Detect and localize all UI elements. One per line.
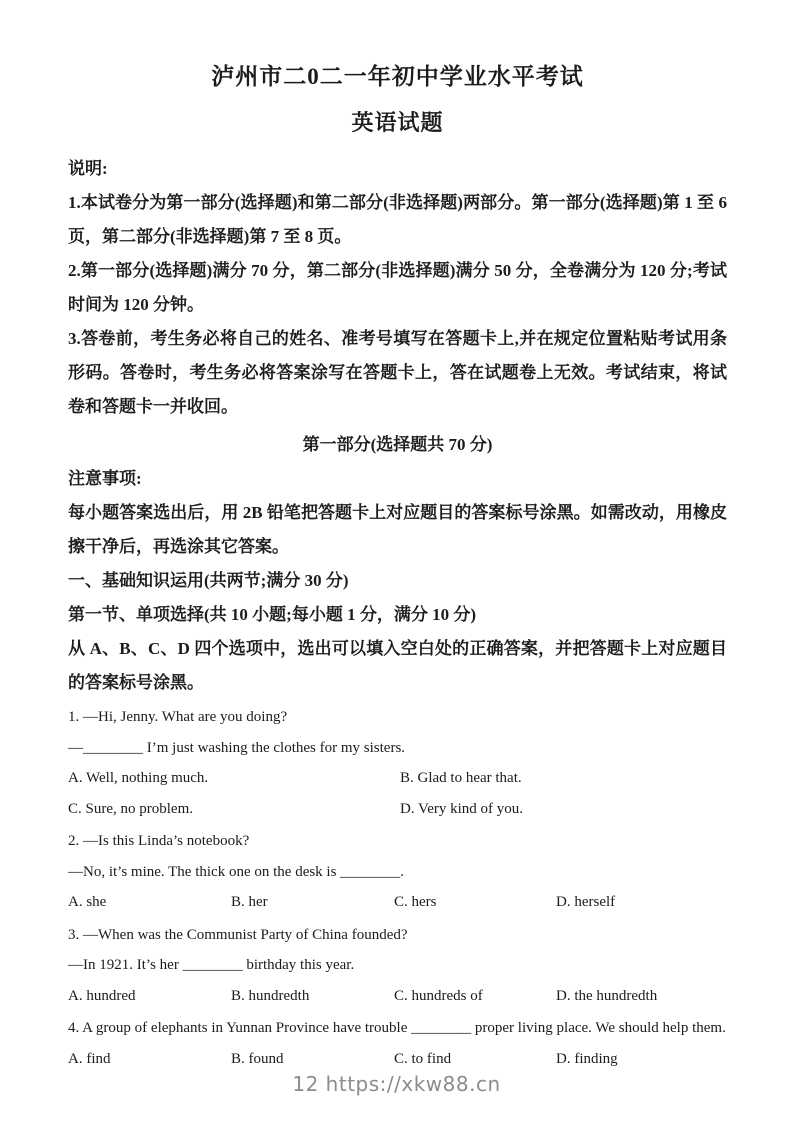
question-1-option-d: D. Very kind of you. bbox=[400, 800, 524, 817]
footer-watermark: 12 https://xkw88.cn bbox=[292, 1072, 501, 1096]
question-3-option-b: B. hundredth bbox=[231, 987, 310, 1004]
question-3-options bbox=[68, 981, 727, 1012]
question-3-option-d: D. the hundredth bbox=[556, 987, 658, 1004]
question-4-line-1: 4. A group of elephants in Yunnan Province have trouble ________ proper living place. We should help them. bbox=[68, 1020, 726, 1036]
question-4 bbox=[68, 1013, 727, 1074]
question-3-option-c: C. hundreds of bbox=[394, 987, 483, 1004]
question-2-option-d: D. herself bbox=[556, 894, 616, 910]
question-1-options bbox=[68, 763, 727, 824]
subsection1-heading: 第一节、单项选择(共 10 小题;每小题 1 分，满分 10 分) bbox=[68, 605, 476, 624]
question-1-line-1: 1. —Hi, Jenny. What are you doing? bbox=[68, 709, 288, 725]
question-3-line-1: 3. —When was the Communist Party of China founded? bbox=[68, 926, 408, 943]
question-3-line-2: —In 1921. It’s her ________ birthday this year. bbox=[68, 957, 355, 973]
question-2-options bbox=[68, 887, 727, 918]
instruction-item-3: 3.答卷前，考生务必将自己的姓名、准考号填写在答题卡上,并在规定位置粘贴考试用条形码。答卷时，考生务必将答案涂写在答题卡上，答在试题卷上无效。考试结束，将试卷和答题卡一并收回。 bbox=[68, 329, 727, 416]
notes-label: 注意事项: bbox=[68, 469, 142, 488]
question-2-option-c: C. hers bbox=[394, 894, 437, 910]
question-4-option-d: D. finding bbox=[556, 1050, 618, 1067]
instruction-item-2: 2.第一部分(选择题)满分 70 分，第二部分(非选择题)满分 50 分，全卷满分为 120 分;考试时间为 120 分钟。 bbox=[68, 261, 727, 314]
part1-heading: 第一部分(选择题共 70 分) bbox=[302, 435, 493, 454]
question-2-line-2: —No, it’s mine. The thick one on the desk is ________. bbox=[68, 863, 404, 880]
page-subtitle: 英语试题 bbox=[351, 110, 444, 135]
question-1-option-b: B. Glad to hear that. bbox=[400, 770, 522, 786]
question-1 bbox=[68, 702, 727, 824]
question-2-option-b: B. her bbox=[231, 894, 268, 910]
page-content bbox=[68, 62, 727, 1074]
question-4-option-a: A. find bbox=[68, 1050, 111, 1067]
question-2-option-a: A. she bbox=[68, 894, 107, 910]
question-1-option-a: A. Well, nothing much. bbox=[68, 770, 209, 786]
section1-heading: 一、基础知识运用(共两节;满分 30 分) bbox=[68, 571, 349, 590]
page-title: 泸州市二0二一年初中学业水平考试 bbox=[211, 64, 584, 89]
question-4-option-b: B. found bbox=[231, 1050, 284, 1067]
question-2-line-1: 2. —Is this Linda’s notebook? bbox=[68, 833, 250, 849]
instructions-label: 说明: bbox=[68, 159, 108, 178]
subsection1-instruction: 从 A、B、C、D 四个选项中，选出可以填入空白处的正确答案，并把答题卡上对应题目的答案标号涂黑。 bbox=[68, 639, 727, 692]
notes-text: 每小题答案选出后，用 2B 铅笔把答题卡上对应题目的答案标号涂黑。如需改动，用橡皮擦干净后，再选涂其它答案。 bbox=[68, 503, 727, 556]
question-2 bbox=[68, 826, 727, 918]
question-1-option-c: C. Sure, no problem. bbox=[68, 800, 193, 817]
question-1-line-2: —________ I’m just washing the clothes for my sisters. bbox=[68, 739, 406, 756]
question-3-option-a: A. hundred bbox=[68, 987, 136, 1004]
instruction-item-1: 1.本试卷分为第一部分(选择题)和第二部分(非选择题)两部分。第一部分(选择题)第 1 至 6 页，第二部分(非选择题)第 7 至 8 页。 bbox=[68, 193, 727, 246]
question-4-options bbox=[68, 1044, 727, 1075]
question-3 bbox=[68, 920, 727, 1012]
question-4-option-c: C. to find bbox=[394, 1050, 452, 1067]
